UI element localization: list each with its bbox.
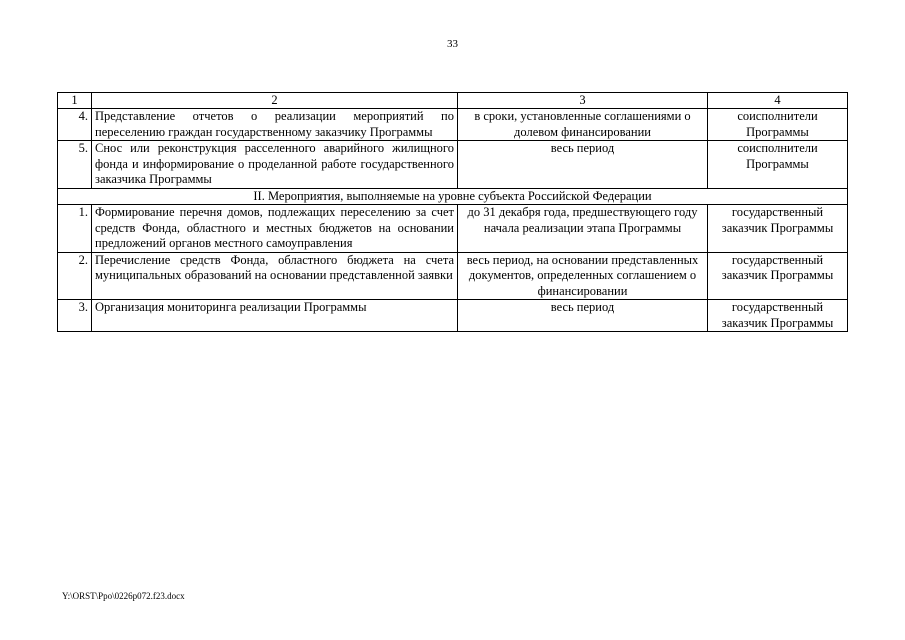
row-executor: соисполнители Программы [708, 109, 848, 141]
table-row [58, 252, 848, 300]
table-header-row [58, 93, 848, 109]
row-term: весь период [458, 141, 708, 189]
row-executor: государственный заказчик Программы [708, 205, 848, 253]
row-term: весь период, на основании представленных документов, определенных соглашением о финансировании [458, 252, 708, 300]
page-number: 33 [447, 38, 458, 50]
row-number: 4. [58, 109, 92, 141]
row-number: 5. [58, 141, 92, 189]
row-executor: государственный заказчик Программы [708, 300, 848, 332]
row-description: Представление отчетов о реализации мероприятий по переселению граждан государственному заказчику Программы [92, 109, 458, 141]
table-row [58, 109, 848, 141]
row-description: Формирование перечня домов, подлежащих переселению за счет средств Фонда, областного и местных бюджетов на основании предложений органов местного самоуправления [92, 205, 458, 253]
row-term: весь период [458, 300, 708, 332]
table-row [58, 141, 848, 189]
row-description: Организация мониторинга реализации Программы [92, 300, 458, 332]
section-row [58, 188, 848, 205]
table-row [58, 205, 848, 253]
table-row [58, 300, 848, 332]
file-path-footer: Y:\ORST\Ppo\0226p072.f23.docx [62, 591, 185, 601]
row-description: Перечисление средств Фонда, областного бюджета на счета муниципальных образований на основании представленной заявки [92, 252, 458, 300]
header-cell: 3 [458, 93, 708, 109]
row-executor: соисполнители Программы [708, 141, 848, 189]
row-number: 3. [58, 300, 92, 332]
row-description: Снос или реконструкция расселенного аварийного жилищного фонда и информирование о проделанной работе государственного заказчика Программы [92, 141, 458, 189]
row-executor: государственный заказчик Программы [708, 252, 848, 300]
row-number: 2. [58, 252, 92, 300]
header-cell: 4 [708, 93, 848, 109]
row-term: в сроки, установленные соглашениями о долевом финансировании [458, 109, 708, 141]
header-cell: 1 [58, 93, 92, 109]
measures-table [57, 92, 848, 332]
section-title: II. Мероприятия, выполняемые на уровне субъекта Российской Федерации [58, 188, 848, 205]
row-number: 1. [58, 205, 92, 253]
header-cell: 2 [92, 93, 458, 109]
row-term: до 31 декабря года, предшествующего году начала реализации этапа Программы [458, 205, 708, 253]
